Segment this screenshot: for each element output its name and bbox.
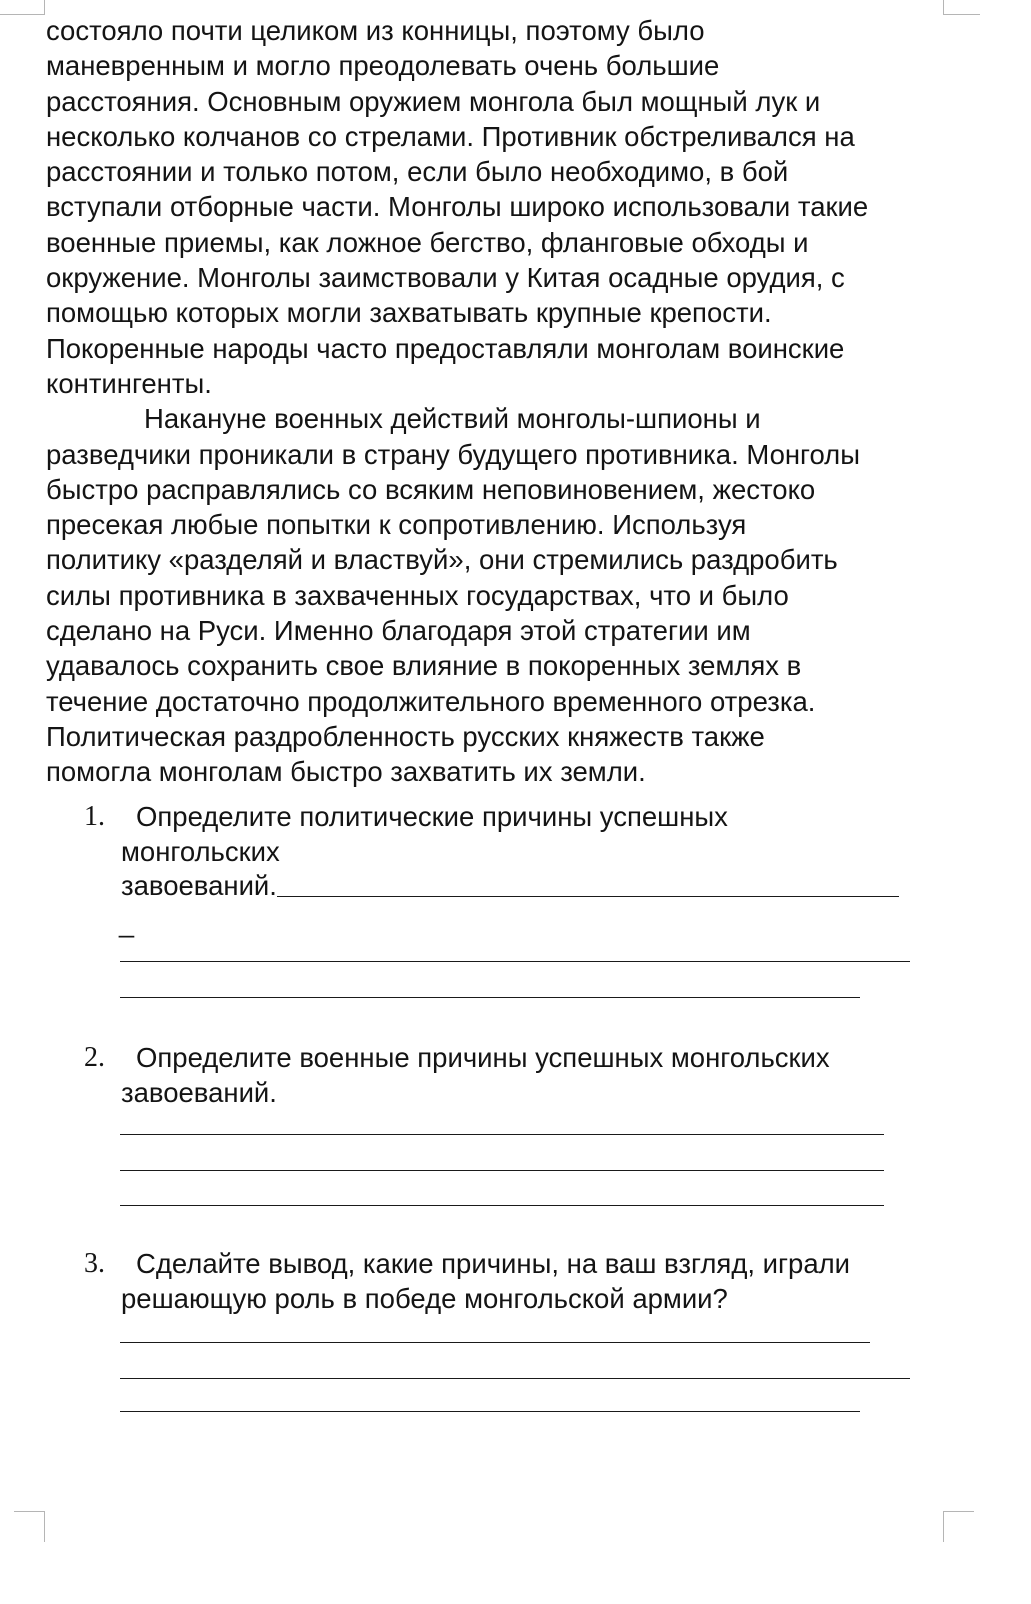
question-text-line: Сделайте вывод, какие причины, на ваш взгляд, играли <box>136 1248 851 1279</box>
answer-line[interactable] <box>120 961 910 962</box>
question-number: 3. <box>84 1248 105 1279</box>
question-2 <box>84 1041 984 1110</box>
passage-line: быстро расправлялись со всяким неповиновением, жестоко <box>46 473 816 505</box>
answer-line[interactable] <box>120 1134 884 1135</box>
passage-line: разведчики проникали в страну будущего противника. Монголы <box>46 438 860 470</box>
passage-line: Покоренные народы часто предоставляли монголам воинские <box>46 332 845 364</box>
question-1 <box>84 800 984 904</box>
passage-line: маневренным и могло преодолевать очень большие <box>46 50 720 82</box>
passage-line: помощью которых могли захватывать крупные крепости. <box>46 297 772 329</box>
question-text-inline: завоеваний. <box>121 870 277 901</box>
passage-line: военные приемы, как ложное бегство, фланговые обходы и <box>46 226 809 258</box>
passage-line: вступали отборные части. Монголы широко использовали такие <box>46 191 869 223</box>
answer-line[interactable] <box>120 1342 870 1343</box>
passage-line: расстояния. Основным оружием монгола был мощный лук и <box>46 85 821 117</box>
answer-line[interactable] <box>120 997 860 998</box>
question-text-line: монгольских <box>121 835 280 867</box>
passage-line: состояло почти целиком из конницы, поэтому было <box>46 15 705 46</box>
passage-line: сделано на Руси. Именно благодаря этой стратегии им <box>46 615 751 647</box>
passage-line: удавалось сохранить свое влияние в покоренных землях в <box>46 650 802 682</box>
page-corner-mark-top-left <box>0 0 45 15</box>
answer-line[interactable] <box>120 1378 910 1379</box>
answer-line[interactable] <box>120 1411 860 1412</box>
passage-line: политику «разделяй и властвуй», они стремились раздробить <box>46 544 838 576</box>
passage-text <box>46 13 996 790</box>
page-corner-mark-bottom-right <box>943 1511 974 1542</box>
passage-line: течение достаточно продолжительного временного отрезка. <box>46 685 816 717</box>
passage-line: помогла монголам быстро захватить их земли. <box>46 756 646 788</box>
passage-line: расстоянии и только потом, если было необходимо, в бой <box>46 156 789 188</box>
passage-line: несколько колчанов со стрелами. Противник обстреливался на <box>46 120 855 152</box>
question-text-line <box>84 869 984 904</box>
answer-line[interactable] <box>120 1170 884 1171</box>
passage-line: силы противника в захваченных государствах, что и было <box>46 579 789 611</box>
answer-line[interactable] <box>120 1205 884 1206</box>
question-3 <box>84 1247 984 1316</box>
passage-line: окружение. Монголы заимствовали у Китая осадные орудия, с <box>46 262 845 294</box>
question-text-line: решающую роль в победе монгольской армии? <box>121 1282 728 1314</box>
passage-line: Накануне военных действий монголы-шпионы и <box>144 403 761 435</box>
page-corner-mark-bottom-left <box>14 1511 45 1542</box>
answer-line-inline[interactable] <box>277 896 899 897</box>
question-number: 1. <box>84 801 105 832</box>
passage-line: контингенты. <box>46 367 212 399</box>
question-text-line: завоеваний. <box>121 1076 277 1108</box>
question-text-line: Определите военные причины успешных монгольских <box>136 1042 830 1073</box>
question-text-line: Определите политические причины успешных <box>136 801 728 832</box>
stray-underscore-mark: _ <box>119 908 135 938</box>
passage-line: пресекая любые попытки к сопротивлению. Используя <box>46 509 747 541</box>
passage-line: Политическая раздробленность русских княжеств также <box>46 720 765 752</box>
question-number: 2. <box>84 1042 105 1073</box>
